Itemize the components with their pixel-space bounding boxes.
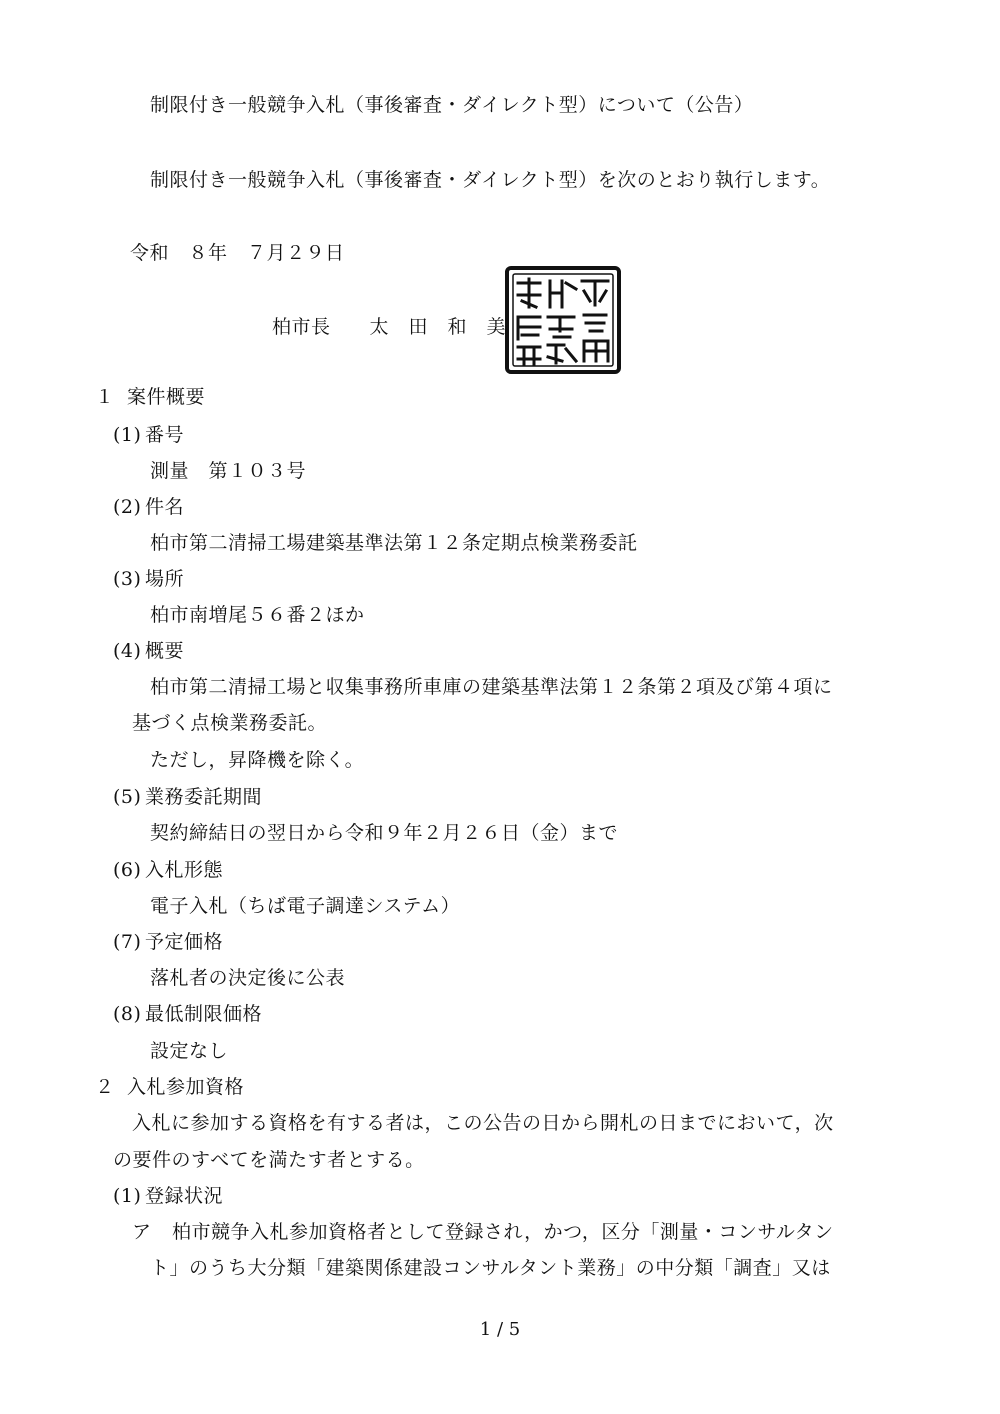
item-number: (6) bbox=[113, 859, 142, 881]
item-7-label bbox=[113, 930, 223, 954]
item-label: 場所 bbox=[145, 568, 185, 590]
page-number: 1 / 5 bbox=[479, 1319, 521, 1340]
subitem-a-line2: ト」のうち大分類「建築関係建設コンサルタント業務」の中分類「調査」又は bbox=[150, 1257, 831, 1279]
item-number: (8) bbox=[113, 1003, 142, 1025]
section-1-heading bbox=[95, 385, 205, 409]
item-6-label bbox=[113, 858, 223, 882]
subitem-text: 柏市競争入札参加資格者として登録され，かつ，区分「測量・コンサルタン bbox=[172, 1221, 834, 1243]
intro-text: 制限付き一般競争入札（事後審査・ダイレクト型）を次のとおり執行します。 bbox=[150, 169, 831, 191]
item-4-label bbox=[113, 639, 184, 663]
item-label: 業務委託期間 bbox=[145, 786, 263, 808]
item-3-label bbox=[113, 567, 184, 591]
mayor-name: 柏市長 太 田 和 美 bbox=[272, 316, 507, 338]
section-title: 入札参加資格 bbox=[127, 1076, 245, 1098]
item-7-value: 落札者の決定後に公表 bbox=[150, 967, 346, 989]
item-label: 件名 bbox=[145, 496, 185, 518]
item-label: 最低制限価格 bbox=[145, 1003, 263, 1025]
item-label: 入札形態 bbox=[145, 859, 224, 881]
item-4-value-line2: 基づく点検業務委託。 bbox=[132, 712, 328, 734]
item-8-value: 設定なし bbox=[150, 1040, 229, 1062]
item-number: (1) bbox=[113, 1185, 142, 1207]
item-label: 概要 bbox=[145, 640, 185, 662]
item-4-value-line1: 柏市第二清掃工場と収集事務所車庫の建築基準法第１２条第２項及び第４項に bbox=[150, 676, 833, 698]
page-title: 制限付き一般競争入札（事後審査・ダイレクト型）について（公告） bbox=[150, 94, 754, 116]
item-label: 番号 bbox=[145, 424, 185, 446]
section-2-text-line1: 入札に参加する資格を有する者は，この公告の日から開札の日までにおいて，次 bbox=[132, 1112, 834, 1134]
section-number: ２ bbox=[95, 1076, 115, 1098]
notice-date: 令和 ８年 ７月２９日 bbox=[130, 242, 345, 264]
subitem-marker: ア bbox=[132, 1221, 152, 1243]
item-8-label bbox=[113, 1002, 262, 1026]
item-number: (3) bbox=[113, 568, 142, 590]
item-number: (5) bbox=[113, 786, 142, 808]
item-1-value: 測量 第１０３号 bbox=[150, 460, 307, 482]
item-label: 予定価格 bbox=[145, 931, 224, 953]
section-number: １ bbox=[95, 386, 115, 408]
item-number: (7) bbox=[113, 931, 142, 953]
item-5-value: 契約締結日の翌日から令和９年２月２６日（金）まで bbox=[150, 822, 619, 844]
item-6-value: 電子入札（ちば電子調達システム） bbox=[150, 895, 461, 917]
item-label: 登録状況 bbox=[145, 1185, 224, 1207]
section-title: 案件概要 bbox=[127, 386, 206, 408]
item-1-label bbox=[113, 423, 184, 447]
item-number: (4) bbox=[113, 640, 142, 662]
item-number: (2) bbox=[113, 496, 142, 518]
item-2-label bbox=[113, 495, 184, 519]
item-5-label bbox=[113, 785, 262, 809]
section-2-heading bbox=[95, 1075, 244, 1099]
section-2-text-line2: の要件のすべてを満たす者とする。 bbox=[113, 1149, 425, 1171]
item-2-value: 柏市第二清掃工場建築基準法第１２条定期点検業務委託 bbox=[150, 532, 638, 554]
subitem-a-line1 bbox=[132, 1220, 834, 1244]
item-4-value-line3: ただし，昇降機を除く。 bbox=[150, 749, 365, 771]
official-seal-stamp bbox=[504, 265, 622, 375]
item-number: (1) bbox=[113, 424, 142, 446]
section-2-item-1-label bbox=[113, 1184, 223, 1208]
item-3-value: 柏市南増尾５６番２ほか bbox=[150, 604, 365, 626]
